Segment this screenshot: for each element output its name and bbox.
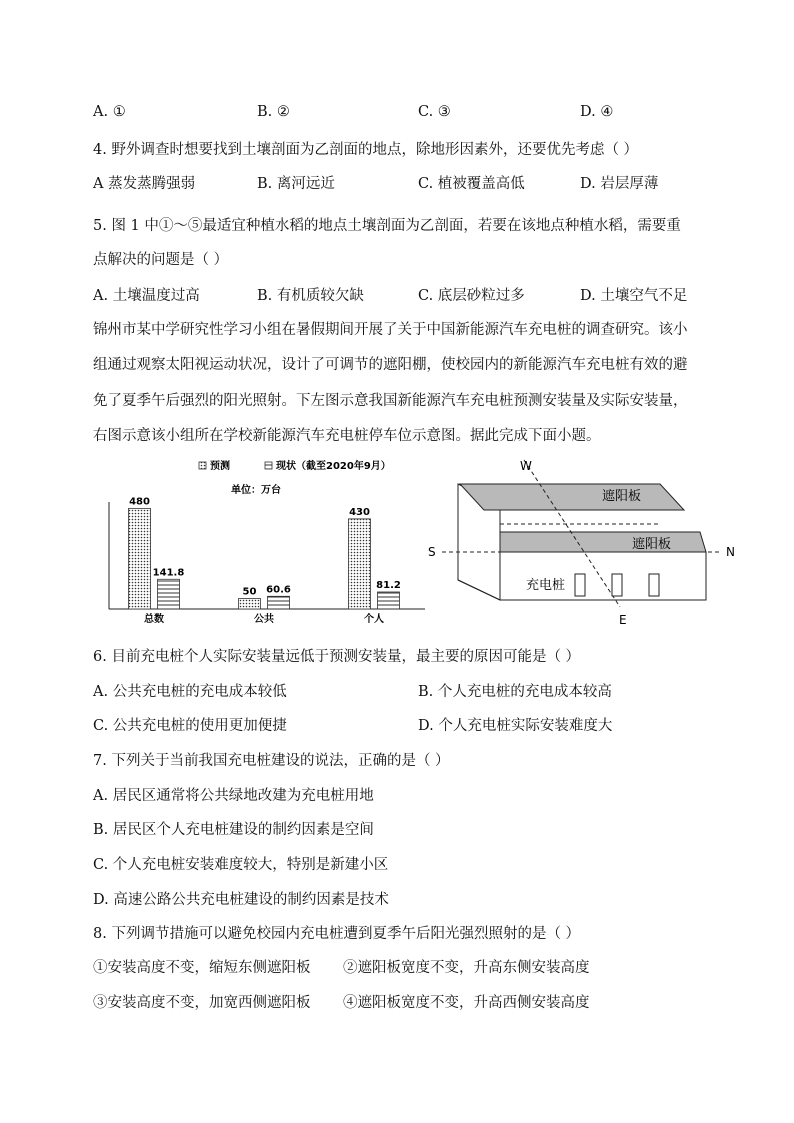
q6-option-d: D. 个人充电桩实际安装难度大 <box>418 718 613 734</box>
passage-line4: 右图示意该小组所在学校新能源汽车充电桩停车位示意图。据此完成下面小题。 <box>93 428 601 444</box>
chart-unit-label: 单位：万台 <box>231 485 281 496</box>
q3-option-a: A. ① <box>93 104 126 120</box>
q3-option-d: D. ④ <box>580 104 614 120</box>
charging-pile-chart <box>95 452 435 632</box>
q4-option-a: A 蒸发蒸腾强弱 <box>93 176 196 192</box>
charger-2 <box>612 574 622 596</box>
bar-actual-2 <box>378 592 400 609</box>
label-shade-top: 遮阳板 <box>602 489 642 504</box>
bar-actual-1 <box>268 596 290 609</box>
q5-option-b: B. 有机质较欠缺 <box>257 288 364 304</box>
legend-forecast: 预测 <box>210 461 230 472</box>
shade-parking-diagram <box>420 452 760 632</box>
label-s: S <box>428 545 436 559</box>
q3-option-c: C. ③ <box>418 104 451 120</box>
q8-item-3: ③安装高度不变，加宽西侧遮阳板 <box>93 995 311 1011</box>
q3-option-b: B. ② <box>257 104 290 120</box>
passage-line3: 免了夏季午后强烈的阳光照射。下左图示意我国新能源汽车充电桩预测安装量及实际安装量， <box>93 393 688 409</box>
category-label-1: 公共 <box>254 614 274 625</box>
bar-forecast-2 <box>349 519 371 609</box>
label-n: N <box>726 545 735 559</box>
shade-board-bottom <box>500 532 706 552</box>
bar-forecast-0 <box>129 508 151 609</box>
q7-stem: 7. 下列关于当前我国充电桩建设的说法，正确的是（ ） <box>93 753 450 769</box>
label-shade-bottom: 遮阳板 <box>632 537 672 552</box>
charger-1 <box>575 574 585 596</box>
q7-option-d: D. 高速公路公共充电桩建设的制约因素是技术 <box>93 892 389 908</box>
q5-option-a: A. 土壤温度过高 <box>93 288 200 304</box>
legend-swatch-forecast <box>199 462 206 469</box>
q4-option-c: C. 植被覆盖高低 <box>418 176 525 192</box>
legend-actual: 现状（截至2020年9月） <box>276 461 391 472</box>
q8-item-4: ④遮阳板宽度不变，升高西侧安装高度 <box>343 995 590 1011</box>
q5-stem-line1: 5. 图 1 中①～⑤最适宜种植水稻的地点土壤剖面为乙剖面，若要在该地点种植水稻，需要重 <box>93 218 681 234</box>
charger-3 <box>649 574 659 596</box>
category-label-0: 总数 <box>144 614 164 625</box>
q8-item-1: ①安装高度不变，缩短东侧遮阳板 <box>93 960 311 976</box>
q5-stem-line2: 点解决的问题是（ ） <box>93 252 229 268</box>
q6-option-b: B. 个人充电桩的充电成本较高 <box>418 684 612 700</box>
data-label-forecast-1: 50 <box>242 586 257 598</box>
bar-chart-svg <box>95 452 435 632</box>
q6-option-c: C. 公共充电桩的使用更加便捷 <box>93 718 287 734</box>
bar-forecast-1 <box>239 599 261 609</box>
q4-option-d: D. 岩层厚薄 <box>580 176 659 192</box>
q5-option-c: C. 底层砂粒过多 <box>418 288 525 304</box>
q7-option-b: B. 居民区个人充电桩建设的制约因素是空间 <box>93 822 374 838</box>
passage-line1: 锦州市某中学研究性学习小组在暑假期间开展了关于中国新能源汽车充电桩的调查研究。该小 <box>93 322 688 338</box>
q8-item-2: ②遮阳板宽度不变，升高东侧安装高度 <box>343 960 590 976</box>
shade-board-top <box>460 484 684 510</box>
passage-line2: 组通过观察太阳视运动状况，设计了可调节的遮阳棚，使校园内的新能源汽车充电桩有效的避 <box>93 357 688 373</box>
q4-stem: 4. 野外调查时想要找到土壤剖面为乙剖面的地点，除地形因素外，还要优先考虑（ ） <box>93 142 639 158</box>
bars-group <box>129 496 401 625</box>
label-w: W <box>520 459 532 473</box>
q5-option-d: D. 土壤空气不足 <box>580 288 688 304</box>
q6-stem: 6. 目前充电桩个人实际安装量远低于预测安装量，最主要的原因可能是（ ） <box>93 649 581 665</box>
data-label-forecast-0: 480 <box>129 496 150 508</box>
q8-stem: 8. 下列调节措施可以避免校园内充电桩遭到夏季午后阳光强烈照射的是（ ） <box>93 926 581 942</box>
label-e: E <box>619 613 627 627</box>
label-charger: 充电桩 <box>526 578 566 593</box>
category-label-2: 个人 <box>364 614 384 625</box>
data-label-actual-1: 60.6 <box>266 584 291 596</box>
data-label-forecast-2: 430 <box>349 506 370 518</box>
q4-option-b: B. 离河远近 <box>257 176 335 192</box>
legend-swatch-actual <box>265 462 272 469</box>
q6-option-a: A. 公共充电桩的充电成本较低 <box>93 684 287 700</box>
diagram-svg <box>420 452 760 632</box>
q7-option-a: A. 居民区通常将公共绿地改建为充电桩用地 <box>93 788 374 804</box>
data-label-actual-0: 141.8 <box>152 567 185 579</box>
data-label-actual-2: 81.2 <box>376 579 401 591</box>
bar-actual-0 <box>158 579 180 609</box>
q7-option-c: C. 个人充电桩安装难度较大，特别是新建小区 <box>93 857 389 873</box>
